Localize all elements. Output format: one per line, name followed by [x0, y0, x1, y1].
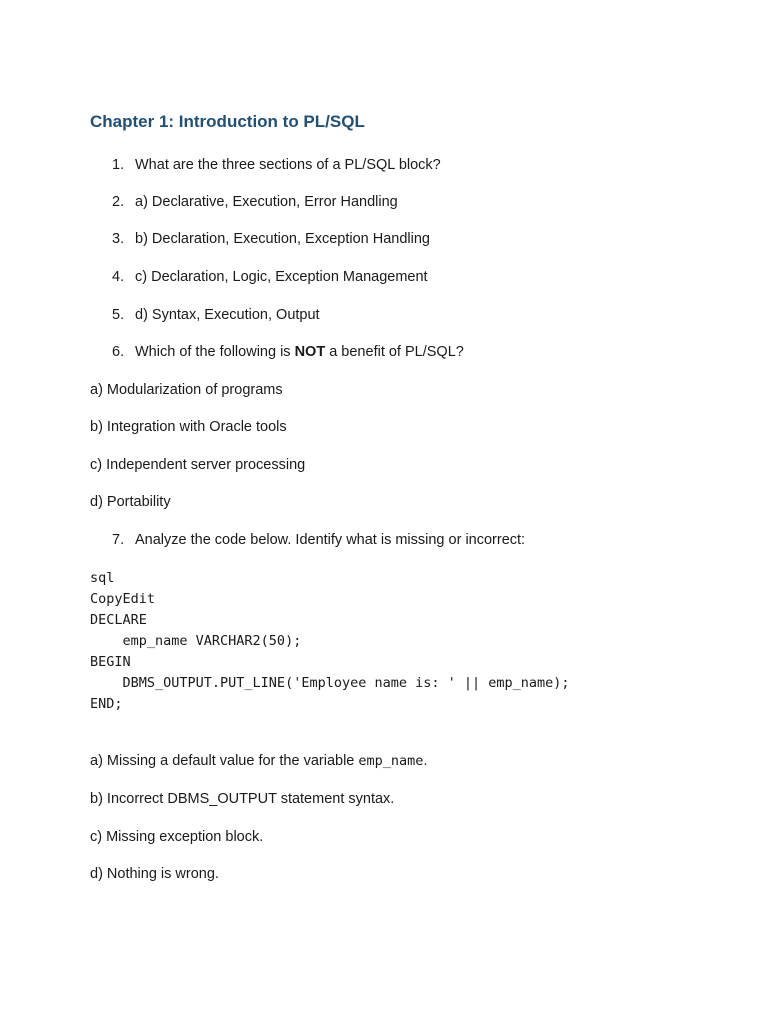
list-item-7: [112, 531, 525, 549]
inline-code: emp_name: [358, 753, 424, 769]
q7-option-c: c) Missing exception block.: [90, 829, 264, 845]
code-line: CopyEdit: [90, 591, 156, 607]
code-line: END;: [90, 696, 123, 712]
list-item-1: [112, 156, 441, 174]
code-line: DECLARE: [90, 612, 147, 628]
list-item-text: What are the three sections of a PL/SQL block?: [135, 157, 441, 173]
q6-option-d: d) Portability: [90, 494, 171, 510]
q6-option-b: b) Integration with Oracle tools: [90, 419, 287, 435]
q7-option-a: [90, 752, 427, 770]
list-item-text: a) Declarative, Execution, Error Handling: [135, 194, 398, 210]
list-item-4: [112, 268, 428, 286]
list-item-6: [112, 343, 464, 361]
q7-option-a-end: .: [423, 753, 428, 769]
emphasis-not: NOT: [294, 344, 326, 360]
list-number: 7.: [112, 532, 125, 548]
list-item-text: c) Declaration, Logic, Exception Management: [135, 269, 428, 285]
code-line: emp_name VARCHAR2(50);: [90, 633, 302, 649]
code-line: sql: [90, 570, 115, 586]
q7-option-a-text: a) Missing a default value for the variable: [90, 753, 359, 769]
list-item-5: [112, 306, 320, 324]
list-number: 2.: [112, 194, 125, 210]
q7-option-d: d) Nothing is wrong.: [90, 866, 219, 882]
list-item-text-before: Which of the following is: [135, 344, 295, 360]
list-item-text-after: a benefit of PL/SQL?: [325, 344, 464, 360]
list-item-2: [112, 193, 398, 211]
list-number: 5.: [112, 307, 125, 323]
q6-option-c: c) Independent server processing: [90, 457, 306, 473]
code-block: [90, 568, 570, 715]
list-number: 1.: [112, 157, 125, 173]
list-number: 4.: [112, 269, 125, 285]
q6-option-a: a) Modularization of programs: [90, 382, 283, 398]
code-line: DBMS_OUTPUT.PUT_LINE('Employee name is: ' || emp_name);: [90, 675, 570, 691]
list-item-text: Analyze the code below. Identify what is missing or incorrect:: [135, 532, 526, 548]
list-number: 3.: [112, 231, 125, 247]
list-item-text: b) Declaration, Execution, Exception Handling: [135, 231, 430, 247]
q7-option-b: b) Incorrect DBMS_OUTPUT statement syntax.: [90, 791, 395, 807]
list-item-text: d) Syntax, Execution, Output: [135, 307, 320, 323]
code-line: BEGIN: [90, 654, 131, 670]
chapter-heading: Chapter 1: Introduction to PL/SQL: [90, 112, 365, 131]
list-item-3: [112, 230, 430, 248]
list-number: 6.: [112, 344, 125, 360]
